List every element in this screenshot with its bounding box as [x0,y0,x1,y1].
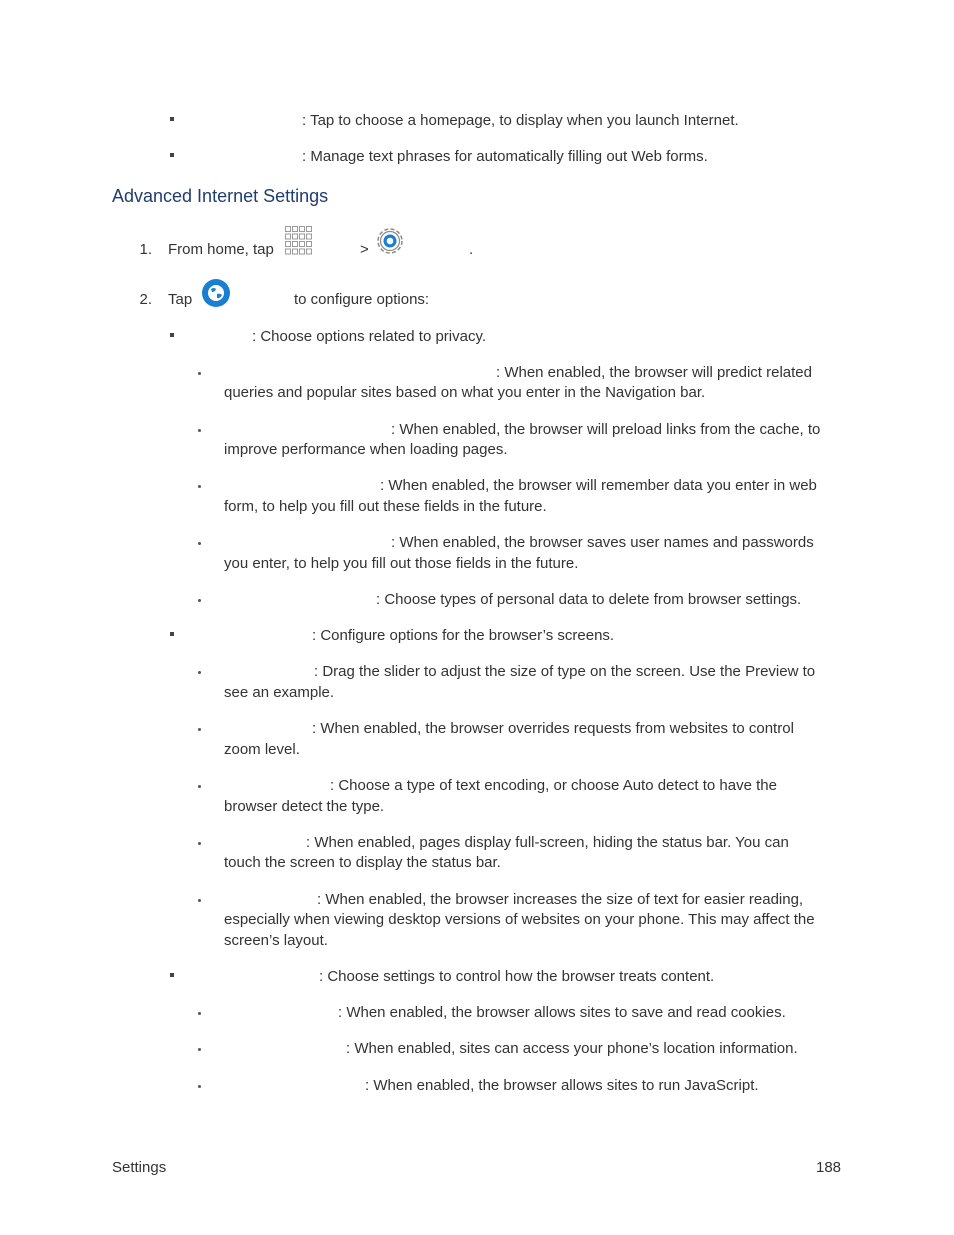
settings-gear-icon [375,226,405,256]
privacy-desc: : Choose options related to privacy. [252,328,487,345]
screen-item-line2: touch the screen to display the status bar. [224,854,501,871]
step-number: 2. [139,291,152,308]
bullet-square [170,973,174,977]
screen-item-line1: : Drag the slider to adjust the size of type on the screen. Use the Preview to [314,663,816,680]
privacy-item-line2: improve performance when loading pages. [224,441,508,458]
bullet-square [170,632,174,636]
step1-end: . [469,241,474,258]
bullet-dot [198,542,201,545]
footer-section: Settings [112,1159,167,1176]
content-desc: : Choose settings to control how the browser treats content. [319,968,715,985]
content-item: : When enabled, the browser allows sites to save and read cookies. [338,1004,786,1021]
footer-page-number: 188 [816,1159,842,1176]
content-item: : When enabled, the browser allows sites to run JavaScript. [365,1077,759,1094]
bullet-dot [198,728,201,731]
step-number: 1. [139,241,152,258]
step1-text: From home, tap [168,241,274,258]
screen-item-line2: see an example. [224,684,335,701]
step2-text: Tap [168,291,193,308]
bullet-dot [198,1012,201,1015]
screen-item-line2: browser detect the type. [224,798,385,815]
bullet-dot [198,429,201,432]
autofill-text-desc: : Manage text phrases for automatically filling out Web forms. [302,148,708,165]
screen-item-line3: screen’s layout. [224,932,328,949]
bullet-square [170,153,174,157]
bullet-dot [198,485,201,488]
screen-item-line2: especially when viewing desktop versions of websites on your phone. This may affect the [224,911,815,928]
screen-item-line1: : When enabled, the browser overrides requests from websites to control [312,720,794,737]
privacy-item-line1: : When enabled, the browser will remember data you enter in web [380,477,817,494]
privacy-item-line1: : When enabled, the browser will predict related [496,364,812,381]
internet-globe-icon [201,278,231,308]
homepage-desc: : Tap to choose a homepage, to display when you launch Internet. [302,112,739,129]
privacy-item-line2: queries and popular sites based on what you enter in the Navigation bar. [224,384,706,401]
privacy-item-line1: : When enabled, the browser will preload links from the cache, to [391,421,821,438]
privacy-item-line2: form, to help you fill out these fields in the future. [224,498,547,515]
privacy-item-line1: : Choose types of personal data to delete from browser settings. [376,591,802,608]
apps-grid-icon [284,225,314,255]
bullet-dot [198,372,201,375]
step1-separator: > [360,241,369,258]
bullet-dot [198,1085,201,1088]
step2-rest: to configure options: [294,291,430,308]
bullet-dot [198,599,201,602]
screen-item-line1: : When enabled, the browser increases the size of text for easier reading, [317,891,804,908]
screen-item-line2: zoom level. [224,741,300,758]
bullet-square [170,333,174,337]
screen-desc: : Configure options for the browser’s screens. [312,627,615,644]
content-item: : When enabled, sites can access your phone’s location information. [346,1040,798,1057]
bullet-dot [198,671,201,674]
bullet-square [170,117,174,121]
bullet-dot [198,899,201,902]
privacy-item-line1: : When enabled, the browser saves user names and passwords [391,534,814,551]
section-heading: Advanced Internet Settings [112,186,329,206]
bullet-dot [198,842,201,845]
privacy-item-line2: you enter, to help you fill out those fields in the future. [224,555,579,572]
screen-item-line1: : Choose a type of text encoding, or choose Auto detect to have the [330,777,777,794]
bullet-dot [198,785,201,788]
screen-item-line1: : When enabled, pages display full-screen, hiding the status bar. You can [306,834,789,851]
bullet-dot [198,1048,201,1051]
